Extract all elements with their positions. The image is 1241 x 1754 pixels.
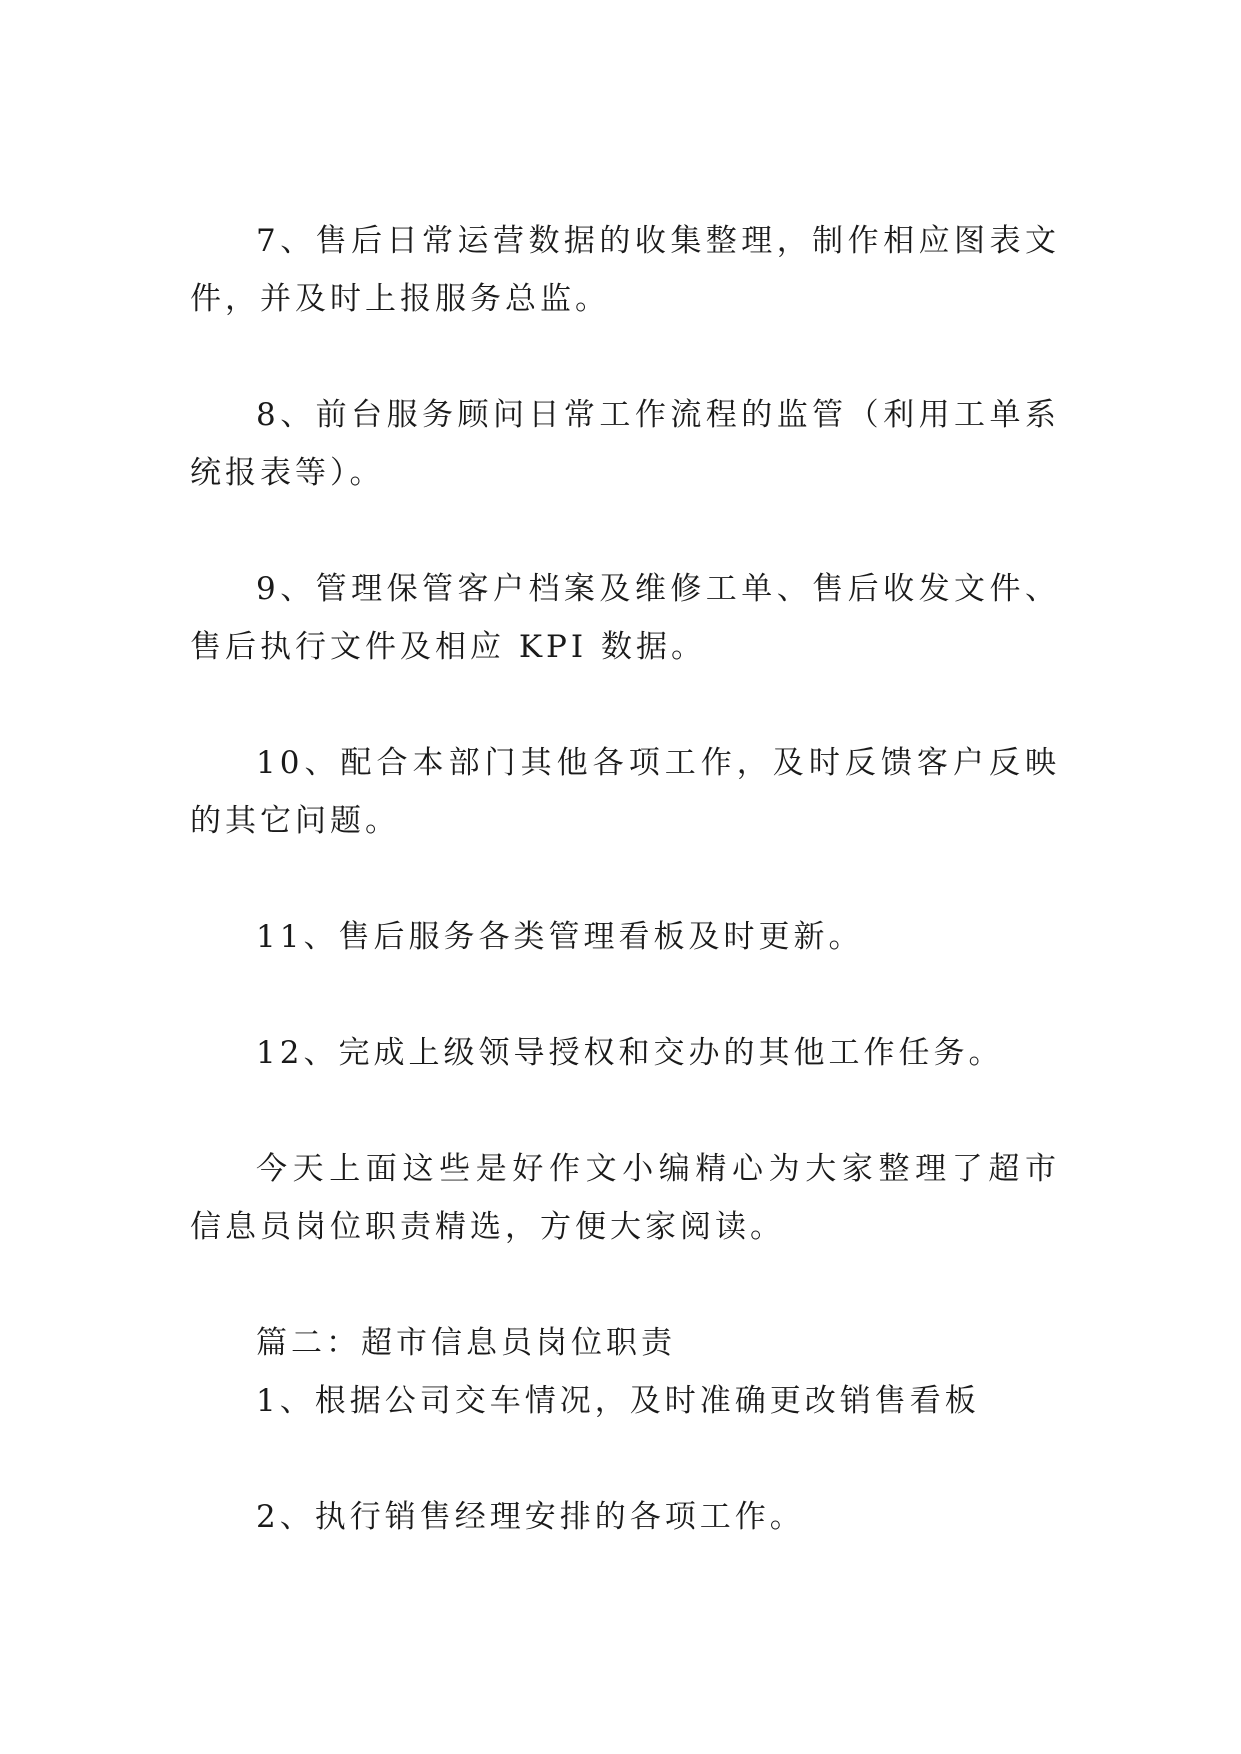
paragraph-gap <box>190 1082 1060 1140</box>
paragraph-item-7: 7、售后日常运营数据的收集整理，制作相应图表文件，并及时上报服务总监。 <box>190 223 1060 317</box>
section-title: 篇二：超市信息员岗位职责 <box>256 1325 676 1361</box>
paragraph-gap <box>190 676 1060 734</box>
paragraph-gap <box>190 1256 1060 1314</box>
section-item-2: 2、执行销售经理安排的各项工作。 <box>256 1499 805 1535</box>
paragraph-gap <box>190 328 1060 386</box>
paragraph-item-9: 9、管理保管客户档案及维修工单、售后收发文件、售后执行文件及相应 KPI 数据。 <box>190 571 1060 665</box>
paragraph-gap <box>190 850 1060 908</box>
paragraph-gap <box>190 502 1060 560</box>
paragraph-gap <box>190 966 1060 1024</box>
paragraph-item-10: 10、配合本部门其他各项工作，及时反馈客户反映的其它问题。 <box>190 745 1060 839</box>
paragraph-item-12: 12、完成上级领导授权和交办的其他工作任务。 <box>256 1035 1004 1071</box>
document-body <box>190 212 1060 1546</box>
paragraph-item-11: 11、售后服务各类管理看板及时更新。 <box>256 919 864 955</box>
paragraph-item-8: 8、前台服务顾问日常工作流程的监管（利用工单系统报表等）。 <box>190 397 1060 491</box>
paragraph-gap <box>190 1430 1060 1488</box>
closing-paragraph: 今天上面这些是好作文小编精心为大家整理了超市信息员岗位职责精选，方便大家阅读。 <box>190 1151 1060 1245</box>
section-item-1: 1、根据公司交车情况，及时准确更改销售看板 <box>256 1383 980 1419</box>
